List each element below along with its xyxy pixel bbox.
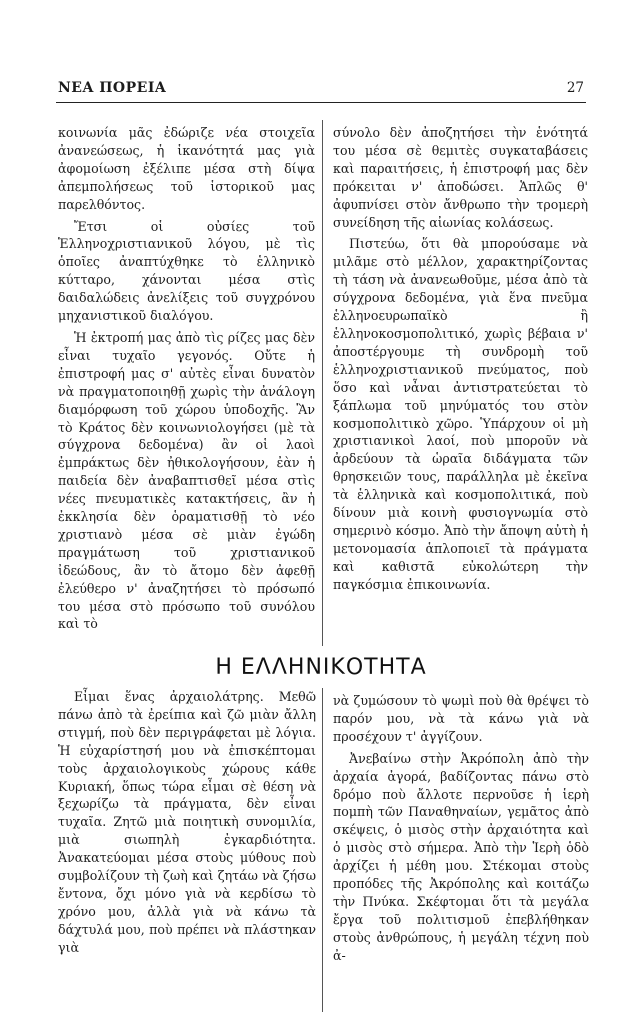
page-header [58,80,584,100]
paragraph: σύνολο δὲν ἀποζητήσει τὴν ἑνότητά του μέσα σὲ θεμιτὲς συγκαταβάσεις καὶ παραιτήσεις, ἡ ἐπιστροφή μας δὲν πρόκειται ν' ἀποδώσει. Ἁπλῶς θ' ἀφυπνίσει στὸν ἄνθρωπο τὴν τρομερὴ συνείδηση τῆς αἰωνίας κολάσεως. [333,125,588,230]
header-rule [56,102,586,103]
magazine-title: ΝΕΑ ΠΟΡΕΙΑ [58,80,167,96]
paragraph: κοινωνία μᾶς ἐδώριζε νέα στοιχεῖα ἀνανεώσεως, ἡ ἱκανότητά μας γιὰ ἀφομοίωση ἐξέλιπε μέσα στὴ δίψα ἀπεμπολήσεως τοῦ ἱστορικοῦ μας παρελθόντος. [58,125,315,212]
paragraph: Ἀνεβαίνω στὴν Ἀκρόπολη ἀπὸ τὴν ἀρχαία ἀγορά, βαδίζοντας πάνω στὸ δρόμο ποὺ ἄλλοτε περνοῦσε ἡ ἱερὴ πομπὴ τῶν Παναθηναίων, γεμᾶτος ἀπὸ σκέψεις, ὁ μισὸς στὴν ἀρχαιότητα καὶ ὁ μισὸς στὸ σήμερα. Ἀπὸ τὴν Ἱερὴ ὁδὸ ἀρχίζει ἡ μέθη μου. Στέκομαι στοὺς προπόδες τῆς Ἀκρόπολης καὶ κοιτάζω τὴν Πνύκα. Σκέφτομαι ὅτι τὰ μεγάλα ἔργα τοῦ πολιτισμοῦ ἐπεβλήθηκαν στοὺς ἀνθρώπους, ἡ μεγάλη τέχνη ποὺ ἀ- [333,750,589,963]
paragraph: νὰ ζυμώσουν τὸ ψωμὶ ποὺ θὰ θρέψει τὸ παρόν μου, νὰ τὰ κάνω γιὰ νὰ προσέχουν τ' ἀγγίζουν. [333,693,589,744]
paragraph: Ἔτσι οἱ οὐσίες τοῦ Ἑλληνοχριστιανικοῦ λόγου, μὲ τὶς ὁποῖες ἀναπτύχθηκε τὸ ἑλληνικὸ κύτταρο, χάνονται μέσα στὶς δαιδαλώδεις ἀνελίξεις τοῦ συγχρόνου μηχανιστικοῦ διαλόγου. [58,218,315,324]
paragraph: Ἡ ἐκτροπή μας ἀπὸ τὶς ρίζες μας δὲν εἶναι τυχαῖο γεγονός. Οὔτε ἡ ἐπιστροφή μας σ' αὐτὲς εἶναι δυνατὸν νὰ πραγματοποιηθῇ χωρὶς τὴν ἀνάλογη διαμόρφωση τοῦ χώρου ὑποδοχῆς. Ἂν τὸ Κράτος δὲν κοινωνιολογήσει (μὲ τὰ σύγχρονα δεδομένα) ἂν οἱ λαοὶ ἐμπράκτως δὲν ἠθικολογήσουν, ἐὰν ἡ παιδεία δὲν ἀναβαπτισθεῖ μέσα στὶς νέες πνευματικὲς κατακτήσεις, ἂν ἡ ἐκκλησία δὲν ὁραματισθῇ τὸ νέο χριστιανὸ μέσα σὲ μιὰν ἐγώδη πραγμάτωση τοῦ χριστιανικοῦ ἰδεώδους, ἂν τὸ ἄτομο δὲν ἀφεθῇ ἐλεύθερο ν' ἀναζητήσει τὸ πρόσωπό του μέσα στὸ πρόσωπο τοῦ συνόλου καὶ τὸ [58,329,315,632]
paragraph: Πιστεύω, ὅτι θὰ μπορούσαμε νὰ μιλᾶμε στὸ μέλλον, χαρακτηρίζοντας τὴ τάση νὰ ἀνανεωθοῦμε, μέσα ἀπὸ τὰ σύγχρονα δεδομένα, γιὰ ἕνα πνεῦμα ἑλληνοευρωπαϊκὸ ἢ ἑλληνοκοσμοπολιτικό, χωρὶς βέβαια ν' ἀποστέργουμε τὴ συνδρομὴ τοῦ ἑλληνοχριστιανικοῦ πνεύματος, ποὺ ὅσο καὶ νἆναι ἀντιστρατεύεται τὸ ξάπλωμα τοῦ μηνύματός του στὸν κοσμοπολιτικὸ χῶρο. Ὑπάρχουν οἱ μὴ χριστιανικοὶ λαοί, ποὺ μποροῦν νὰ ἀρδεύουν τὰ ὡραῖα διδάγματα τῶν θρησκειῶν τους, παράλληλα μὲ ἐκεῖνα τὰ ἑλληνικὰ καὶ κοσμοπολιτικά, ποὺ δίνουν μιὰ κοινὴ φυσιογνωμία στὸ σημερινὸ κόσμο. Ἀπὸ τὴν ἄποψη αὐτὴ ἡ μετονομασία ἁπλοποιεῖ τὰ πράγματα καὶ καθιστᾶ εὐκολώτερη τὴν παγκόσμια ἐπικοινωνία. [333,236,588,592]
article-left-column [58,124,315,633]
page-number: 27 [566,80,584,96]
column-divider-bottom [322,688,323,1012]
section-left-column [58,688,316,957]
column-divider-top [322,120,323,646]
article-right-column [333,124,588,594]
section-right-column [333,692,589,965]
paragraph: Εἶμαι ἕνας ἀρχαιολάτρης. Μεθῶ πάνω ἀπὸ τὰ ἐρείπια καὶ ζῶ μιὰν ἄλλη στιγμή, ποὺ δὲν περιγράφεται μὲ λόγια. Ἡ εὐχαρίστησή μου νὰ ἐπισκέπτομαι τοὺς ἀρχαιολογικοὺς χώρους κάθε Κυριακή, ὅπως τώρα εἶμαι σὲ θέση νὰ ξεχωρίζω τὰ πράγματα, δὲν εἶναι τυχαῖα. Ζητῶ μιὰ ποιητικὴ συνομιλία, μιὰ σιωπηλὴ ἐγκαρδιότητα. Ἀνακατεύομαι μέσα στοὺς μύθους ποὺ συμβολίζουν τὴ ζωὴ καὶ ζητάω νὰ ζήσω ἔντονα, ὄχι μόνο γιὰ νὰ κερδίσω τὸ χρόνο μου, ἀλλὰ γιὰ νὰ κάνω τὰ δάχτυλά μου, ποὺ πρέπει νὰ πλάστηκαν γιὰ [58,689,316,955]
section-title: Η ΕΛΛΗΝΙΚΟΤΗΤΑ [215,655,427,680]
